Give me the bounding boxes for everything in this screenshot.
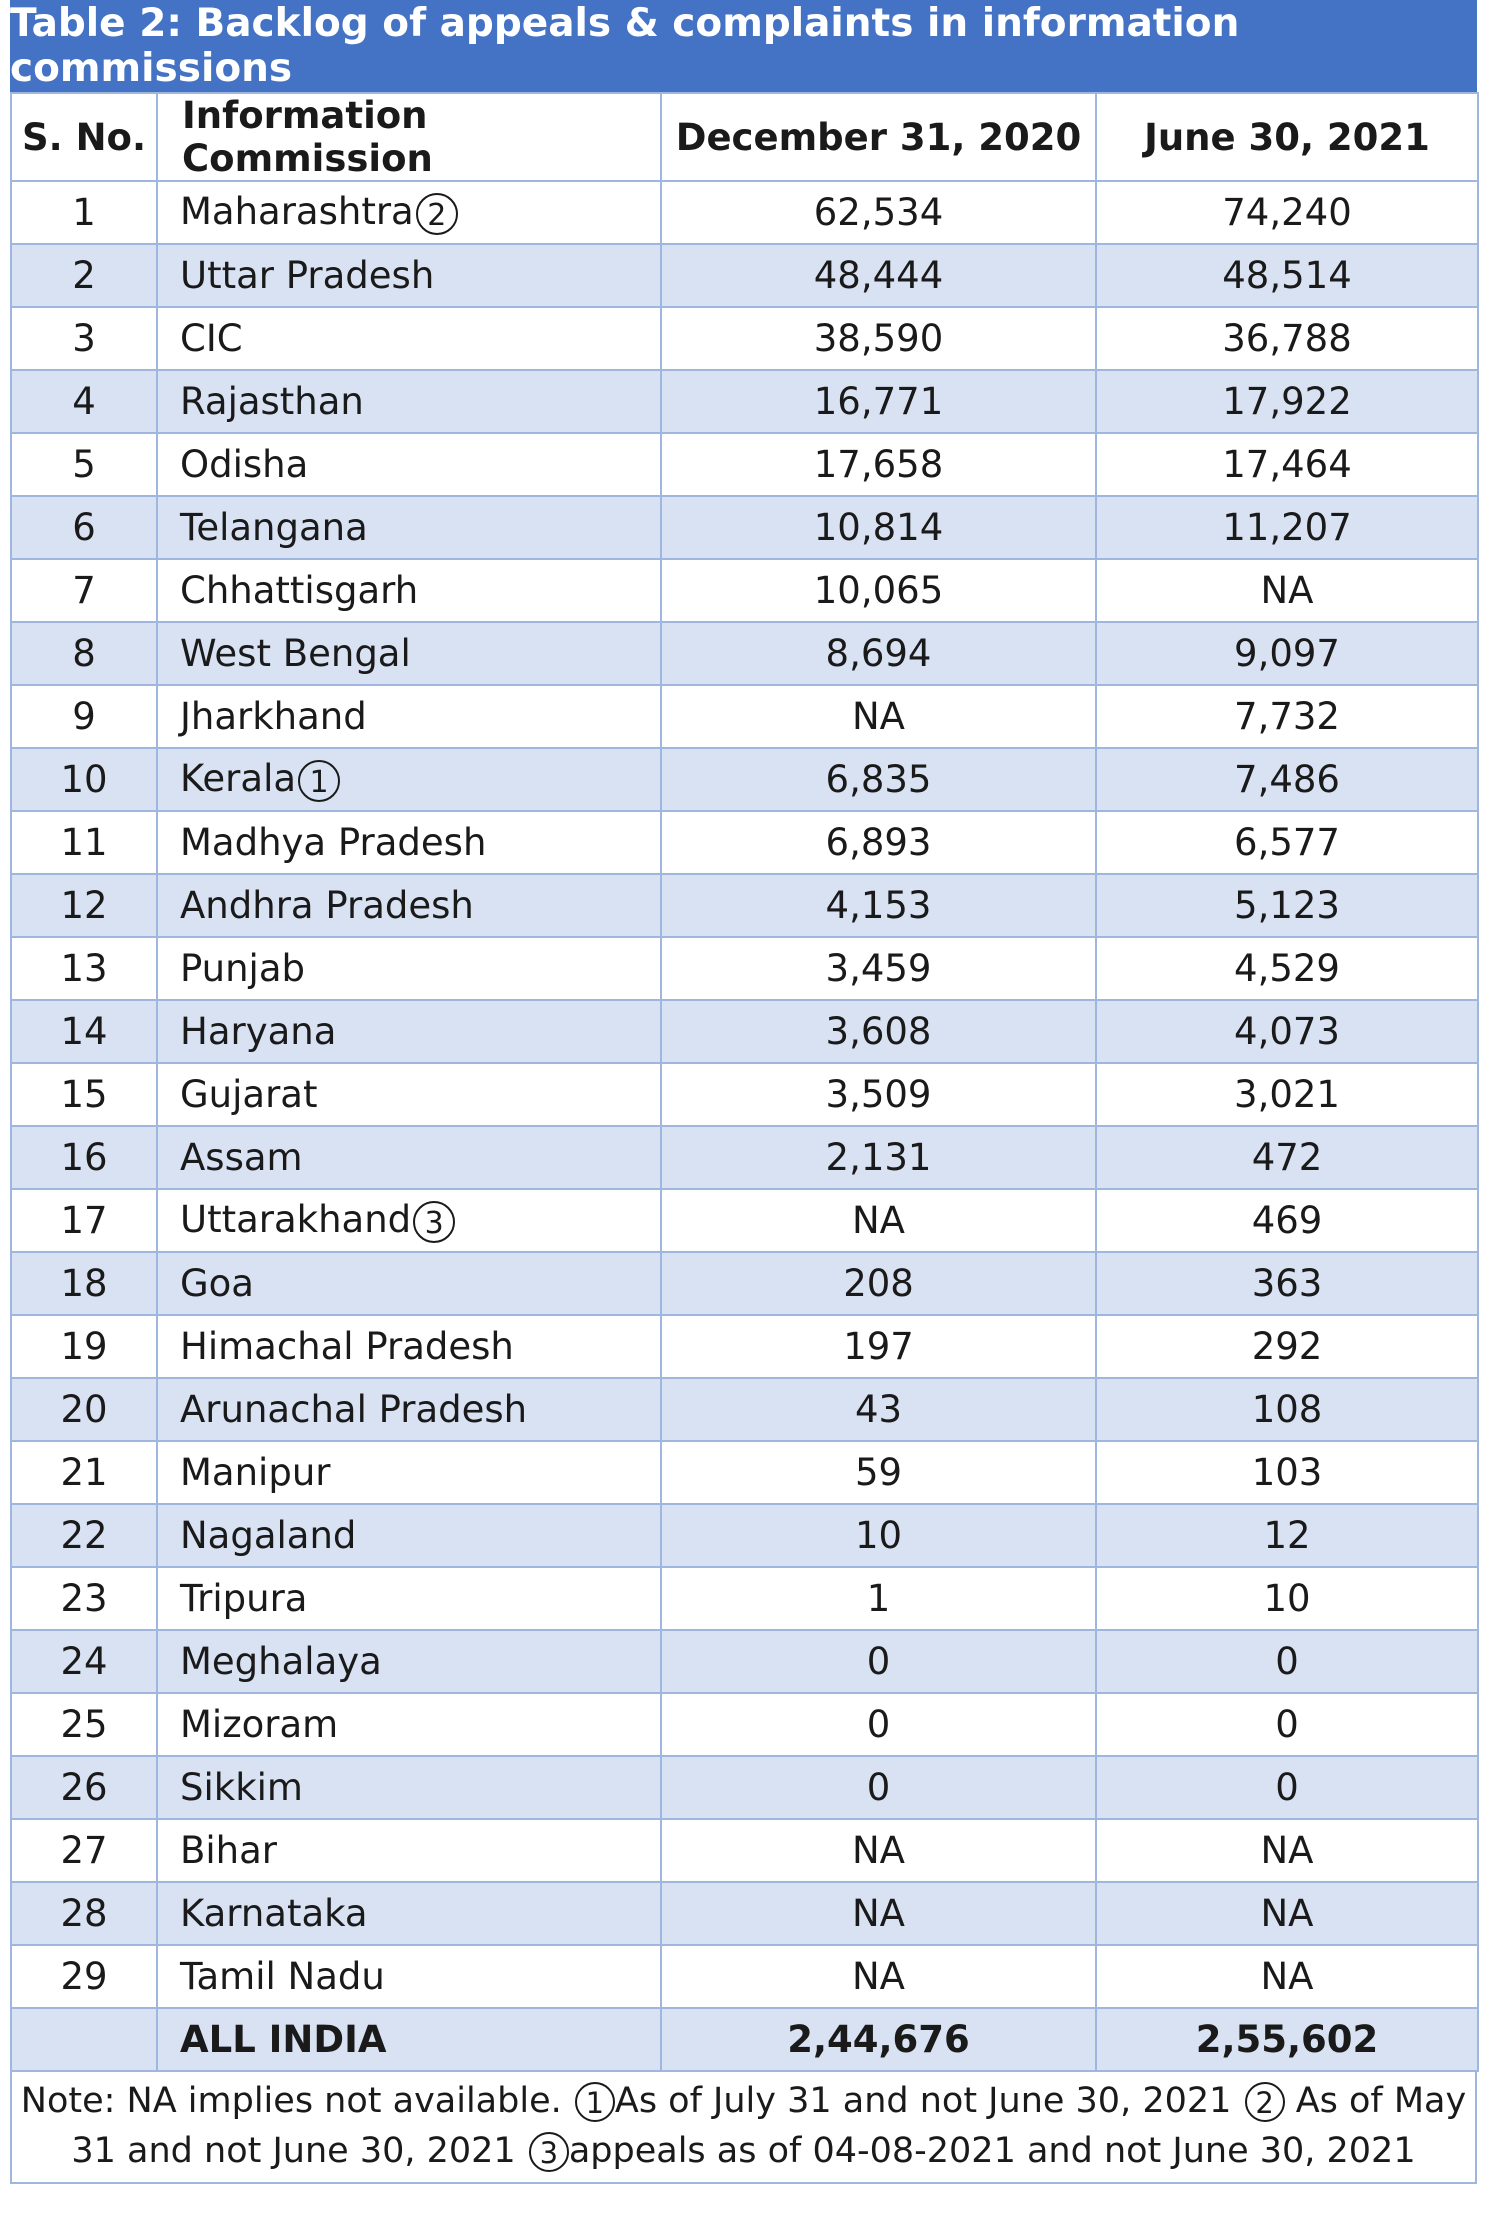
table-row [11,433,1478,496]
total-jun-2021: 2,55,602 [1096,2008,1478,2071]
cell-commission [157,1000,661,1063]
commission-name: Andhra Pradesh [180,884,474,927]
cell-jun-2021: 0 [1096,1756,1478,1819]
footnote-marker-1: 1 [575,2082,615,2122]
cell-jun-2021: 6,577 [1096,811,1478,874]
commission-name: Gujarat [180,1073,318,1116]
cell-commission [157,1315,661,1378]
table-row [11,1252,1478,1315]
cell-dec-2020: 6,893 [661,811,1096,874]
footnote-marker: 2 [416,193,458,235]
cell-commission [157,307,661,370]
commission-name: CIC [180,317,243,360]
footnote-text-2: As of May 31 and not June 30, 2021 [71,2081,1467,2171]
table-row [11,1441,1478,1504]
cell-sno: 3 [11,307,157,370]
commission-name: Uttar Pradesh [180,254,435,297]
footnote-text-1: As of July 31 and not June 30, 2021 [614,2081,1232,2121]
cell-dec-2020: 197 [661,1315,1096,1378]
total-label: ALL INDIA [157,2008,661,2071]
cell-jun-2021: 36,788 [1096,307,1478,370]
commission-name: Mizoram [180,1703,339,1746]
cell-jun-2021: 5,123 [1096,874,1478,937]
commission-name: Arunachal Pradesh [180,1388,528,1431]
commission-name: Nagaland [180,1514,357,1557]
cell-sno: 25 [11,1693,157,1756]
cell-sno: 6 [11,496,157,559]
cell-sno: 29 [11,1945,157,2008]
table-row [11,559,1478,622]
cell-dec-2020: 0 [661,1693,1096,1756]
cell-sno: 19 [11,1315,157,1378]
commission-name: Rajasthan [180,380,364,423]
cell-sno: 17 [11,1189,157,1252]
table-row [11,685,1478,748]
cell-sno: 5 [11,433,157,496]
table-container [10,0,1477,2184]
cell-jun-2021: 0 [1096,1630,1478,1693]
cell-dec-2020: NA [661,1189,1096,1252]
cell-jun-2021: 11,207 [1096,496,1478,559]
header-commission: Information Commission [157,93,661,181]
cell-sno: 21 [11,1441,157,1504]
commission-name: Goa [180,1262,254,1305]
cell-sno: 18 [11,1252,157,1315]
cell-jun-2021: 17,464 [1096,433,1478,496]
cell-dec-2020: 6,835 [661,748,1096,811]
table-row [11,370,1478,433]
cell-jun-2021: NA [1096,1945,1478,2008]
cell-commission [157,244,661,307]
cell-sno: 26 [11,1756,157,1819]
commission-name: Chhattisgarh [180,569,419,612]
cell-commission [157,1063,661,1126]
table-row [11,874,1478,937]
footnote-marker: 1 [298,760,340,802]
table-row [11,1126,1478,1189]
cell-sno: 9 [11,685,157,748]
table-row [11,1567,1478,1630]
cell-dec-2020: 62,534 [661,181,1096,244]
cell-sno: 23 [11,1567,157,1630]
cell-dec-2020: 3,459 [661,937,1096,1000]
cell-sno: 8 [11,622,157,685]
cell-sno: 2 [11,244,157,307]
header-row [11,93,1478,181]
commission-name: Karnataka [180,1892,368,1935]
table-row [11,1063,1478,1126]
cell-sno: 13 [11,937,157,1000]
cell-commission [157,370,661,433]
table-row [11,1378,1478,1441]
cell-sno: 15 [11,1063,157,1126]
cell-jun-2021: 472 [1096,1126,1478,1189]
backlog-table [10,92,1479,2072]
commission-name: Madhya Pradesh [180,821,487,864]
cell-jun-2021: 17,922 [1096,370,1478,433]
cell-commission [157,1189,661,1252]
cell-jun-2021: 48,514 [1096,244,1478,307]
cell-sno: 16 [11,1126,157,1189]
table-row [11,937,1478,1000]
table-row [11,307,1478,370]
commission-name: Assam [180,1136,303,1179]
cell-dec-2020: 17,658 [661,433,1096,496]
commission-name: Haryana [180,1010,337,1053]
commission-name: Bihar [180,1829,277,1872]
cell-jun-2021: 0 [1096,1693,1478,1756]
cell-jun-2021: 4,073 [1096,1000,1478,1063]
commission-name: Manipur [180,1451,331,1494]
cell-commission [157,559,661,622]
footnote-marker-3: 3 [529,2132,569,2172]
cell-commission [157,1252,661,1315]
cell-commission [157,1882,661,1945]
cell-commission [157,1630,661,1693]
cell-dec-2020: 0 [661,1756,1096,1819]
cell-commission [157,811,661,874]
cell-dec-2020: 8,694 [661,622,1096,685]
cell-jun-2021: 103 [1096,1441,1478,1504]
table-row [11,1882,1478,1945]
cell-sno: 27 [11,1819,157,1882]
cell-jun-2021: 108 [1096,1378,1478,1441]
cell-jun-2021: 7,732 [1096,685,1478,748]
total-sno-empty [11,2008,157,2071]
cell-jun-2021: 10 [1096,1567,1478,1630]
cell-jun-2021: 469 [1096,1189,1478,1252]
cell-commission [157,685,661,748]
table-row [11,748,1478,811]
cell-jun-2021: NA [1096,1819,1478,1882]
cell-jun-2021: 292 [1096,1315,1478,1378]
cell-jun-2021: 12 [1096,1504,1478,1567]
cell-sno: 14 [11,1000,157,1063]
cell-jun-2021: 7,486 [1096,748,1478,811]
cell-dec-2020: 208 [661,1252,1096,1315]
table-row [11,1945,1478,2008]
cell-commission [157,1567,661,1630]
commission-name: Tamil Nadu [180,1955,385,1998]
table-row [11,1819,1478,1882]
cell-dec-2020: 4,153 [661,874,1096,937]
cell-sno: 4 [11,370,157,433]
cell-dec-2020: NA [661,1882,1096,1945]
table-row [11,1189,1478,1252]
commission-name: Jharkhand [180,695,367,738]
commission-name: Himachal Pradesh [180,1325,514,1368]
cell-sno: 28 [11,1882,157,1945]
cell-commission [157,433,661,496]
cell-jun-2021: 363 [1096,1252,1478,1315]
commission-name: Uttarakhand [180,1198,412,1242]
cell-sno: 1 [11,181,157,244]
header-sno: S. No. [11,93,157,181]
table-row [11,811,1478,874]
cell-commission [157,1126,661,1189]
commission-name: Telangana [180,506,368,549]
total-row [11,2008,1478,2071]
cell-jun-2021: 3,021 [1096,1063,1478,1126]
footnote-text-3: appeals as of 04-08-2021 and not June 30, 2021 [568,2131,1416,2171]
commission-name: Sikkim [180,1766,303,1809]
cell-commission [157,1441,661,1504]
cell-dec-2020: 48,444 [661,244,1096,307]
footnote-marker: 3 [413,1201,455,1243]
footnote-marker-2: 2 [1245,2082,1285,2122]
table-row [11,1756,1478,1819]
cell-dec-2020: 16,771 [661,370,1096,433]
cell-commission [157,1693,661,1756]
cell-sno: 20 [11,1378,157,1441]
cell-commission [157,181,661,244]
cell-commission [157,1504,661,1567]
cell-dec-2020: 2,131 [661,1126,1096,1189]
cell-dec-2020: NA [661,1945,1096,2008]
table-row [11,1630,1478,1693]
table-row [11,1504,1478,1567]
cell-commission [157,937,661,1000]
table-row [11,496,1478,559]
cell-commission [157,1378,661,1441]
cell-dec-2020: 10 [661,1504,1096,1567]
cell-sno: 11 [11,811,157,874]
commission-name: Kerala [180,757,297,801]
cell-dec-2020: 38,590 [661,307,1096,370]
cell-jun-2021: 4,529 [1096,937,1478,1000]
table-note [10,2072,1477,2184]
cell-dec-2020: 43 [661,1378,1096,1441]
cell-dec-2020: 3,509 [661,1063,1096,1126]
commission-name: Maharashtra [180,190,414,234]
table-row [11,1000,1478,1063]
cell-sno: 24 [11,1630,157,1693]
commission-name: Odisha [180,443,309,486]
cell-dec-2020: 10,814 [661,496,1096,559]
cell-commission [157,622,661,685]
cell-commission [157,748,661,811]
table-row [11,1315,1478,1378]
cell-commission [157,496,661,559]
commission-name: Tripura [180,1577,308,1620]
commission-name: Punjab [180,947,306,990]
cell-dec-2020: 59 [661,1441,1096,1504]
total-dec-2020: 2,44,676 [661,2008,1096,2071]
cell-commission [157,1756,661,1819]
cell-jun-2021: 74,240 [1096,181,1478,244]
cell-commission [157,1945,661,2008]
cell-dec-2020: 0 [661,1630,1096,1693]
cell-commission [157,1819,661,1882]
cell-sno: 7 [11,559,157,622]
header-dec-2020: December 31, 2020 [661,93,1096,181]
commission-name: Meghalaya [180,1640,382,1683]
table-row [11,622,1478,685]
cell-dec-2020: NA [661,1819,1096,1882]
cell-commission [157,874,661,937]
cell-jun-2021: NA [1096,1882,1478,1945]
cell-dec-2020: 3,608 [661,1000,1096,1063]
cell-dec-2020: 10,065 [661,559,1096,622]
cell-dec-2020: 1 [661,1567,1096,1630]
table-title: Table 2: Backlog of appeals & complaints in information commissions [10,0,1477,92]
cell-sno: 12 [11,874,157,937]
table-row [11,181,1478,244]
table-row [11,1693,1478,1756]
header-jun-2021: June 30, 2021 [1096,93,1478,181]
table-body [11,181,1478,2071]
cell-jun-2021: 9,097 [1096,622,1478,685]
commission-name: West Bengal [180,632,411,675]
cell-dec-2020: NA [661,685,1096,748]
table-row [11,244,1478,307]
cell-sno: 10 [11,748,157,811]
cell-sno: 22 [11,1504,157,1567]
cell-jun-2021: NA [1096,559,1478,622]
note-prefix: Note: NA implies not available. [20,2081,562,2121]
